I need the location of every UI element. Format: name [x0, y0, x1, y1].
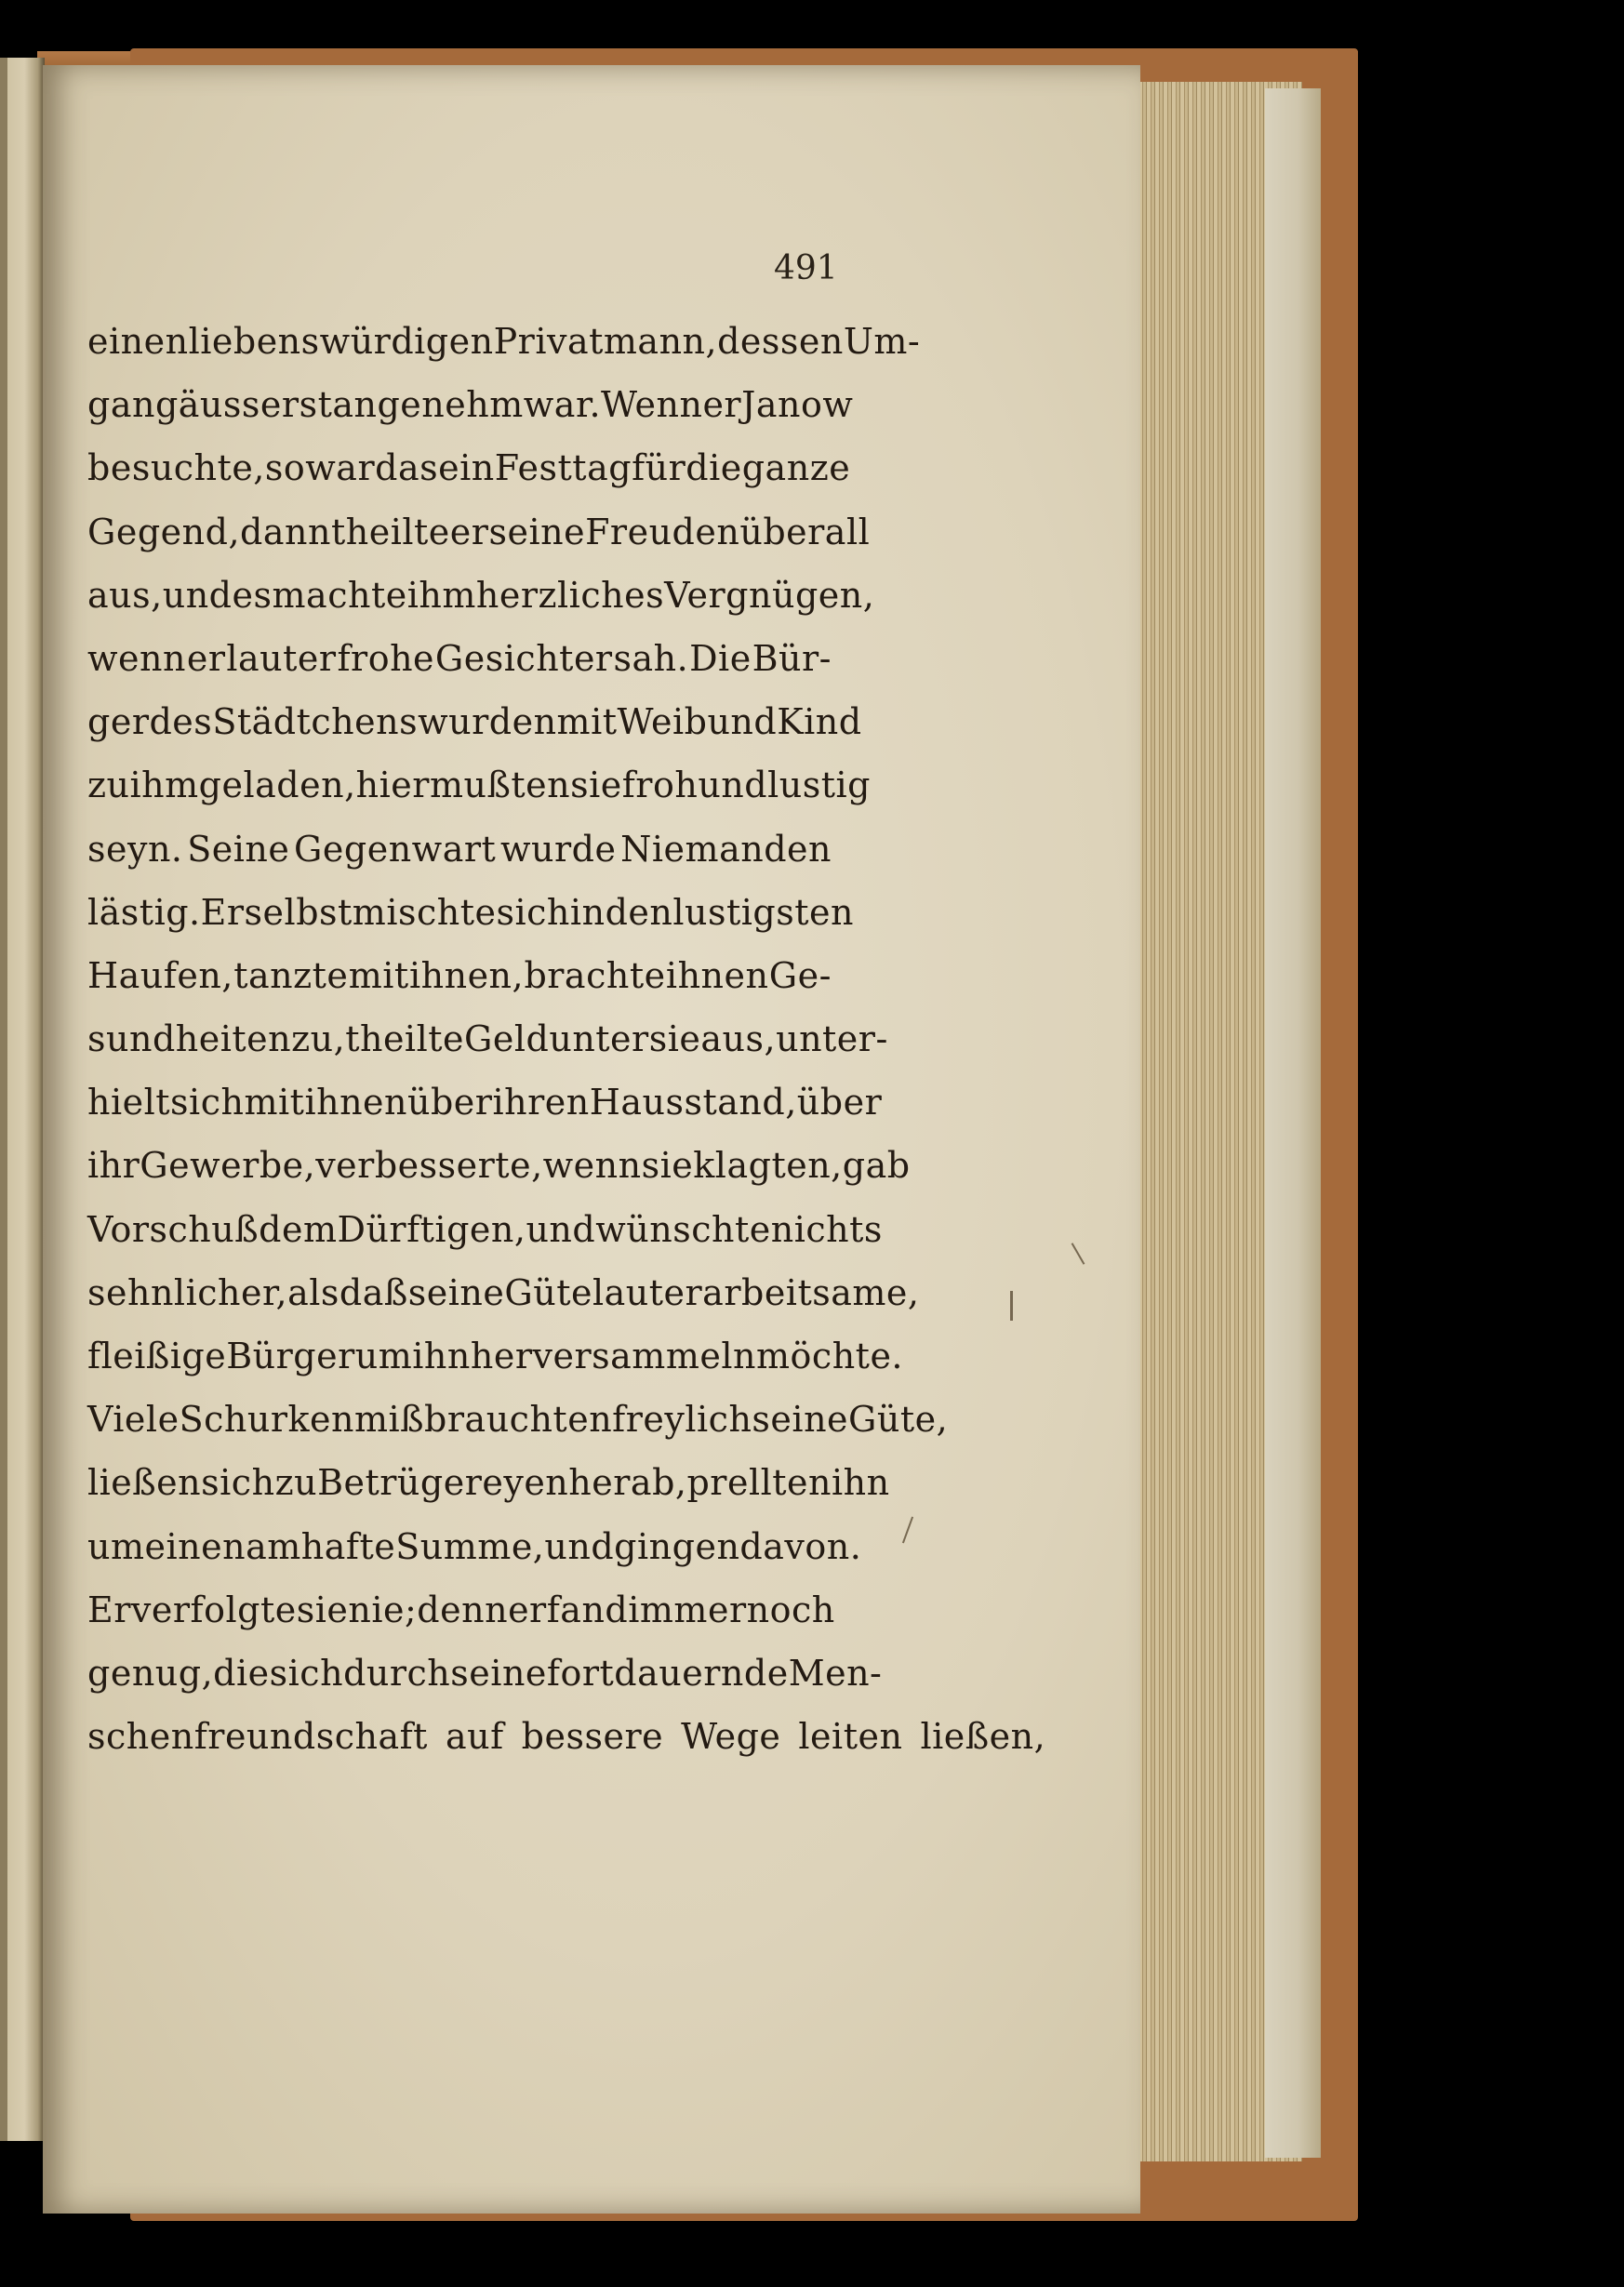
text-word: genug, [87, 1652, 214, 1694]
text-word: theilte [330, 511, 450, 552]
text-word: sich [269, 1652, 344, 1694]
text-word: freylich [612, 1399, 752, 1441]
text-word: leiten [798, 1716, 903, 1758]
text-word: bessere [521, 1716, 664, 1758]
text-word: so [264, 447, 306, 489]
text-word: nichts [770, 1208, 883, 1250]
text-word: davon. [739, 1525, 862, 1567]
text-word: die [213, 1652, 270, 1694]
text-word: Geld [464, 1018, 550, 1060]
text-word: Vergnügen, [664, 574, 875, 616]
text-line [87, 1134, 911, 1197]
text-word: wenn [87, 637, 186, 679]
text-word: ihnen [665, 954, 769, 996]
text-word: selbst [244, 891, 353, 933]
text-word: gingen [614, 1525, 740, 1567]
text-word: immer [628, 1589, 747, 1630]
text-word: Hausstand, [589, 1082, 797, 1124]
text-word: Viele [87, 1399, 180, 1441]
text-word: er [449, 511, 489, 552]
text-word: Schurken [179, 1399, 354, 1441]
text-word: war. [523, 384, 602, 426]
text-word: Men- [788, 1652, 883, 1694]
text-word: lustigsten [672, 891, 854, 933]
text-word: wünschte [595, 1208, 771, 1250]
text-word: Niemanden [620, 828, 832, 870]
text-line [87, 1198, 883, 1261]
text-line [87, 373, 854, 436]
text-line [87, 1261, 920, 1324]
text-word: ihr [87, 1145, 140, 1187]
text-line [87, 500, 871, 564]
facing-page-edge [0, 58, 7, 2141]
text-word: die [686, 447, 742, 489]
text-line [87, 881, 854, 944]
text-word: seyn. [87, 828, 183, 870]
text-word: Güte [504, 1271, 592, 1313]
text-word: Summe, [395, 1525, 545, 1567]
text-line [87, 1324, 904, 1388]
text-line [87, 753, 871, 817]
text-line [87, 627, 832, 690]
text-word: um [354, 1336, 413, 1376]
text-word: sie [641, 1145, 694, 1187]
text-word: hielt [87, 1082, 171, 1124]
text-word: gab [842, 1145, 911, 1187]
text-word: dem [259, 1208, 338, 1250]
text-word: Weib [617, 701, 708, 743]
text-word: zu [274, 1462, 318, 1504]
text-word: schenfreundschaft [87, 1716, 428, 1758]
text-word: besuchte, [87, 447, 265, 489]
text-word: und [698, 765, 768, 806]
text-word: Um- [843, 321, 921, 362]
text-word: Festtag [494, 447, 632, 489]
text-word: zu, [291, 1018, 346, 1060]
text-word: ihnen, [408, 954, 525, 996]
text-word: mischte [352, 891, 497, 933]
text-word: als [287, 1271, 339, 1313]
text-word: lästig. [87, 891, 201, 933]
text-word: den [605, 891, 673, 933]
text-word: Ge- [768, 954, 832, 996]
text-word: und [162, 574, 233, 616]
text-word: sich [496, 891, 570, 933]
text-word: unter- [776, 1018, 888, 1060]
text-word: Er [200, 891, 245, 933]
text-word: ihm [129, 765, 199, 806]
text-word: dessen [717, 321, 844, 362]
text-word: über [796, 1082, 883, 1124]
text-word: her [470, 1336, 533, 1376]
text-word: das [375, 447, 439, 489]
text-word: ihnen [304, 1082, 407, 1124]
text-word: daß [339, 1271, 408, 1313]
text-word: seine [407, 1271, 505, 1313]
text-word: Gesichter [434, 637, 613, 679]
text-word: gang [87, 384, 179, 426]
text-line [87, 1451, 890, 1514]
text-word: liebenswürdigen [188, 321, 494, 362]
text-word: mit [348, 954, 409, 996]
text-word: um [87, 1525, 145, 1567]
text-line [87, 1070, 883, 1134]
text-word: aus, [87, 574, 163, 616]
text-word: tanzte [233, 954, 349, 996]
text-word: verfolgte [130, 1589, 297, 1630]
text-word: äusserst [178, 384, 333, 426]
text-word: ihn [412, 1336, 471, 1376]
text-word: Wege [681, 1716, 781, 1758]
text-word: seine [752, 1399, 849, 1441]
text-word: ein [438, 447, 495, 489]
text-word: theilte [345, 1018, 465, 1060]
text-word: namhafte [222, 1525, 396, 1567]
text-word: Die [689, 637, 752, 679]
text-word: überall [739, 511, 871, 552]
text-word: Haufen, [87, 954, 233, 996]
text-word: Gewerbe, [140, 1145, 316, 1187]
page-text-block [87, 310, 1046, 1768]
text-word: ganze [741, 447, 851, 489]
text-word: Gegend, [87, 511, 241, 552]
text-word: lustig [767, 765, 871, 806]
text-word: zu [87, 765, 130, 806]
text-word: auf [445, 1716, 504, 1758]
text-word: klagten, [693, 1145, 843, 1187]
text-word: ihm [406, 574, 476, 616]
text-line [87, 564, 875, 627]
text-word: wurde [499, 828, 617, 870]
text-line [87, 1578, 835, 1642]
text-word: mit [244, 1082, 305, 1124]
text-word: sie [570, 765, 622, 806]
text-line [87, 310, 921, 373]
text-word: lauter [226, 637, 337, 679]
text-line [87, 1705, 1046, 1768]
text-word: Bürger [226, 1336, 355, 1376]
text-word: seine [488, 511, 586, 552]
text-word: geladen, [198, 765, 356, 806]
text-word: Wenn [601, 384, 703, 426]
text-word: und [707, 701, 778, 743]
text-word: sundheiten [87, 1018, 292, 1060]
text-word: sah. [613, 637, 689, 679]
text-word: Güte, [848, 1399, 949, 1441]
text-word: dann [240, 511, 331, 552]
text-word: Dürftigen, [337, 1208, 526, 1250]
text-word: Seine [187, 828, 290, 870]
text-word: brachte [524, 954, 666, 996]
text-word: wurden [418, 701, 557, 743]
text-word: versammeln [532, 1336, 756, 1376]
text-word: war [305, 447, 376, 489]
text-word: Betrügereyen [317, 1462, 569, 1504]
text-line [87, 1515, 862, 1578]
text-word: möchte. [756, 1336, 904, 1376]
text-word: Vorschuß [87, 1208, 260, 1250]
text-word: aus, [700, 1018, 777, 1060]
text-line [87, 1388, 949, 1451]
text-word: herzliches [475, 574, 665, 616]
text-word: eine [144, 1525, 223, 1567]
text-word: durch [343, 1652, 451, 1694]
text-word: verbesserte, [315, 1145, 543, 1187]
paper-blemish [1010, 1291, 1013, 1321]
text-word: Bür- [752, 637, 832, 679]
text-line [87, 436, 851, 499]
text-word: des [149, 701, 213, 743]
text-word: herab, [568, 1462, 687, 1504]
text-word: Kind [777, 701, 862, 743]
text-word: sie [296, 1589, 349, 1630]
text-word: sich [201, 1462, 275, 1504]
text-word: frohe [337, 637, 435, 679]
text-word: sich [170, 1082, 245, 1124]
text-word: es [232, 574, 273, 616]
text-word: in [569, 891, 606, 933]
page-block-shade [1265, 88, 1321, 2158]
text-word: hier [355, 765, 430, 806]
text-word: ger [87, 701, 150, 743]
text-word: wenn [542, 1145, 642, 1187]
text-word: Privatmann, [493, 321, 718, 362]
text-line [87, 1642, 883, 1705]
text-word: Er [87, 1589, 131, 1630]
text-word: Freuden [585, 511, 740, 552]
text-word: prellten [686, 1462, 832, 1504]
text-word: er [186, 637, 226, 679]
text-word: seine [450, 1652, 547, 1694]
text-word: ihren [492, 1082, 590, 1124]
text-word: lauter [592, 1271, 703, 1313]
text-word: und [544, 1525, 615, 1567]
text-word: arbeitsame, [702, 1271, 920, 1313]
text-word: sie [648, 1018, 701, 1060]
text-word: für [632, 447, 686, 489]
text-word: angenehm [332, 384, 524, 426]
text-word: Gegenwart [294, 828, 497, 870]
text-word: mit [556, 701, 618, 743]
text-word: fleißige [87, 1336, 227, 1376]
text-line [87, 1007, 888, 1070]
text-word: und [526, 1208, 596, 1250]
text-word: nie; [348, 1589, 418, 1630]
text-word: noch [746, 1589, 835, 1630]
text-word: froh [621, 765, 699, 806]
text-line [87, 818, 832, 881]
text-word: er [508, 1589, 547, 1630]
text-word: mußten [429, 765, 571, 806]
text-word: denn [417, 1589, 509, 1630]
text-word: ließen [87, 1462, 202, 1504]
text-line [87, 690, 862, 753]
text-word: über [407, 1082, 493, 1124]
text-word: ihn [832, 1462, 890, 1504]
text-word: ließen, [920, 1716, 1046, 1758]
text-word: er [702, 384, 742, 426]
text-word: fortdauernde [546, 1652, 789, 1694]
page-number: 491 [774, 249, 838, 287]
text-word: fand [546, 1589, 629, 1630]
text-line [87, 944, 832, 1007]
text-word: Janow [741, 384, 854, 426]
text-word: machte [272, 574, 407, 616]
text-word: mißbrauchten [353, 1399, 613, 1441]
text-word: Städtchens [212, 701, 419, 743]
text-word: einen [87, 321, 189, 362]
text-word: sehnlicher, [87, 1271, 288, 1313]
text-word: unter [549, 1018, 649, 1060]
